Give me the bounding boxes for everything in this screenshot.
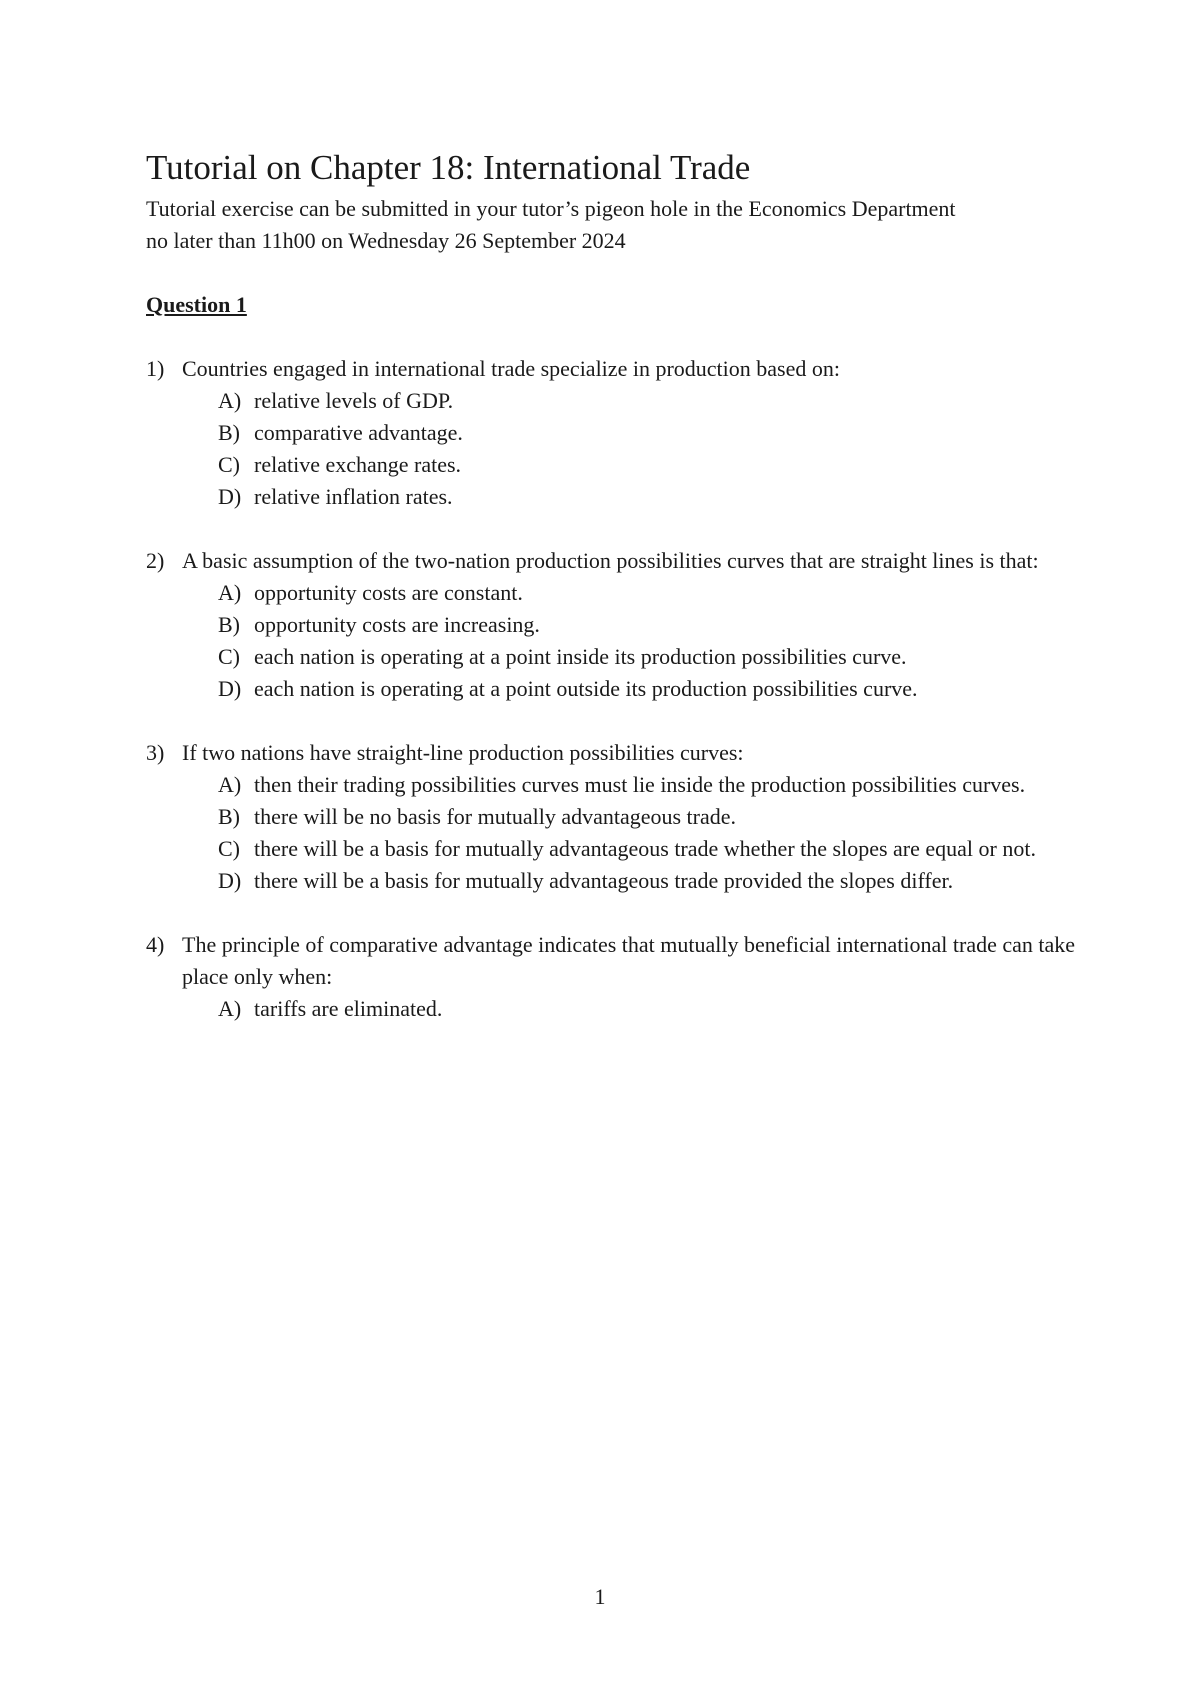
option-label: B) xyxy=(218,420,240,445)
option-label: C) xyxy=(218,644,240,669)
answer-option xyxy=(182,769,1076,801)
option-text: opportunity costs are increasing. xyxy=(254,612,540,637)
option-label: D) xyxy=(218,676,242,701)
answer-option xyxy=(182,801,1076,833)
option-label: A) xyxy=(218,772,242,797)
option-label: A) xyxy=(218,388,242,413)
answer-option xyxy=(182,449,1076,481)
answer-option xyxy=(182,865,1076,897)
option-text: each nation is operating at a point outside its production possibilities curve. xyxy=(254,676,918,701)
answer-options xyxy=(182,769,1076,897)
option-label: D) xyxy=(218,868,242,893)
question-text: A basic assumption of the two-nation production possibilities curves that are straight lines is that: xyxy=(182,548,1039,573)
question-item xyxy=(146,545,1076,705)
option-label: A) xyxy=(218,580,242,605)
answer-options xyxy=(182,385,1076,513)
option-text: each nation is operating at a point inside its production possibilities curve. xyxy=(254,644,907,669)
option-text: comparative advantage. xyxy=(254,420,463,445)
instruction-line: Tutorial exercise can be submitted in your tutor’s pigeon hole in the Economics Department xyxy=(146,196,956,221)
question-item xyxy=(146,929,1076,1025)
answer-option xyxy=(182,577,1076,609)
instruction-line: no later than 11h00 on Wednesday 26 September 2024 xyxy=(146,228,626,253)
question-item xyxy=(146,353,1076,513)
option-text: there will be a basis for mutually advantageous trade provided the slopes differ. xyxy=(254,868,954,893)
document-title: Tutorial on Chapter 18: International Trade xyxy=(146,148,751,187)
option-text: there will be no basis for mutually advantageous trade. xyxy=(254,804,737,829)
answer-option xyxy=(182,417,1076,449)
question-number: 1) xyxy=(146,356,165,381)
question-text: The principle of comparative advantage indicates that mutually beneficial international trade can take place only when: xyxy=(182,932,1076,989)
answer-options xyxy=(182,993,1076,1025)
answer-options xyxy=(182,577,1076,705)
page-number: 1 xyxy=(594,1584,606,1609)
answer-option xyxy=(182,481,1076,513)
question-list xyxy=(146,353,1076,1057)
option-label: C) xyxy=(218,452,240,477)
question-item xyxy=(146,737,1076,897)
section-heading: Question 1 xyxy=(146,292,247,317)
question-number: 2) xyxy=(146,548,165,573)
answer-option xyxy=(182,609,1076,641)
answer-option xyxy=(182,993,1076,1025)
option-text: relative levels of GDP. xyxy=(254,388,454,413)
option-label: D) xyxy=(218,484,242,509)
submission-instructions xyxy=(146,193,1076,257)
option-label: A) xyxy=(218,996,242,1021)
option-label: B) xyxy=(218,612,240,637)
option-text: then their trading possibilities curves must lie inside the production possibilities curves. xyxy=(254,772,1026,797)
question-text: If two nations have straight-line production possibilities curves: xyxy=(182,740,744,765)
option-text: opportunity costs are constant. xyxy=(254,580,523,605)
option-text: tariffs are eliminated. xyxy=(254,996,443,1021)
answer-option xyxy=(182,833,1076,865)
option-text: relative exchange rates. xyxy=(254,452,462,477)
question-text: Countries engaged in international trade specialize in production based on: xyxy=(182,356,840,381)
question-number: 3) xyxy=(146,740,165,765)
question-number: 4) xyxy=(146,932,165,957)
answer-option xyxy=(182,385,1076,417)
answer-option xyxy=(182,641,1076,673)
option-label: B) xyxy=(218,804,240,829)
answer-option xyxy=(182,673,1076,705)
option-text: there will be a basis for mutually advantageous trade whether the slopes are equal or not. xyxy=(254,836,1036,861)
option-label: C) xyxy=(218,836,240,861)
option-text: relative inflation rates. xyxy=(254,484,453,509)
